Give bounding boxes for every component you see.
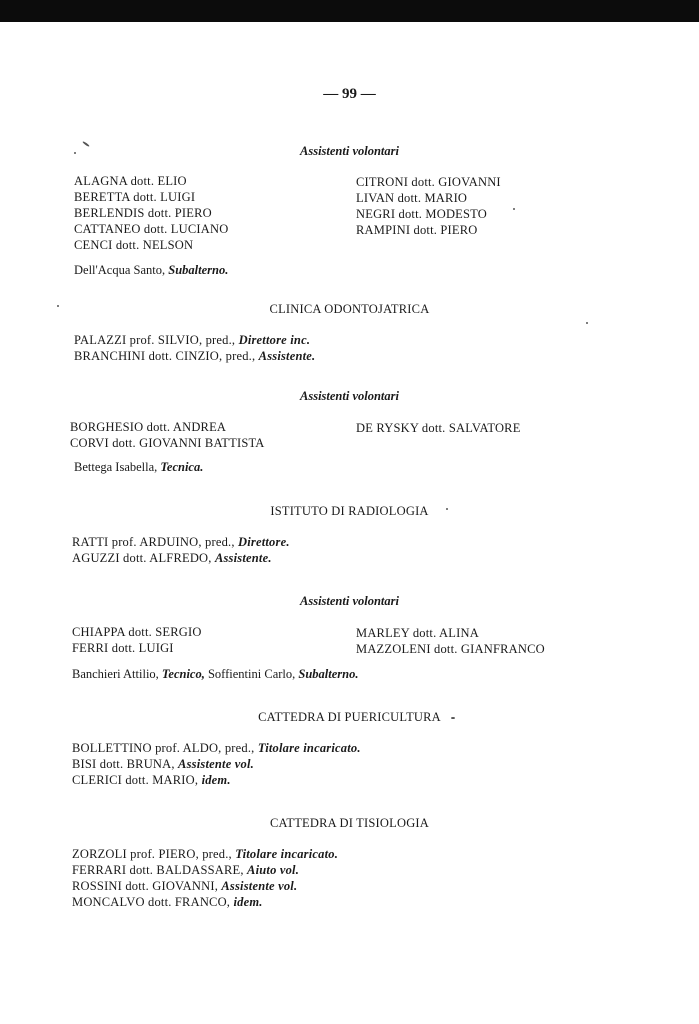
staff-entry: RAMPINI dott. PIERO	[356, 223, 478, 237]
staff-role: Aiuto vol.	[247, 863, 300, 877]
footer-role: Tecnica.	[160, 460, 204, 474]
staff-name: PALAZZI prof. SILVIO, pred.,	[74, 333, 239, 347]
staff-entry: LIVAN dott. MARIO	[356, 191, 468, 205]
footer-name: Banchieri Attilio,	[72, 667, 162, 681]
footer-role: Tecnico,	[161, 667, 205, 681]
staff-entry: CHIAPPA dott. SERGIO	[72, 625, 202, 639]
staff-entry	[72, 847, 338, 862]
staff-role: Titolare incaricato.	[257, 741, 361, 755]
staff-footer-line	[74, 460, 203, 475]
scan-speck	[586, 322, 588, 324]
heading-clinica-odontojatrica: CLINICA ODONTOJATRICA	[269, 302, 430, 316]
staff-entry: ALAGNA dott. ELIO	[74, 174, 187, 188]
staff-role: idem.	[233, 895, 263, 909]
heading-assistenti-volontari-3: Assistenti volontari	[300, 594, 399, 608]
staff-role: Titolare incaricato.	[235, 847, 339, 861]
footer-name: Bettega Isabella,	[74, 460, 161, 474]
scan-speck	[74, 152, 76, 154]
staff-footer-line	[74, 263, 228, 278]
heading-assistenti-volontari-2: Assistenti volontari	[300, 389, 399, 403]
staff-entry	[72, 757, 254, 772]
staff-role: Assistente.	[258, 349, 316, 363]
staff-entry	[74, 333, 310, 348]
staff-entry: MARLEY dott. ALINA	[356, 626, 479, 640]
staff-footer-line	[72, 667, 358, 682]
staff-name: RATTI prof. ARDUINO, pred.,	[72, 535, 238, 549]
staff-role: Assistente.	[214, 551, 272, 565]
staff-entry: DE RYSKY dott. SALVATORE	[356, 421, 521, 435]
staff-entry: MAZZOLENI dott. GIANFRANCO	[356, 642, 545, 656]
heading-cattedra-di-tisiologia: CATTEDRA DI TISIOLOGIA	[269, 816, 430, 830]
staff-entry	[72, 879, 297, 894]
staff-entry	[72, 741, 361, 756]
staff-name: BRANCHINI dott. CINZIO, pred.,	[74, 349, 259, 363]
staff-entry	[72, 895, 263, 910]
staff-entry: NEGRI dott. MODESTO	[356, 207, 488, 221]
staff-entry	[72, 863, 299, 878]
staff-name: ROSSINI dott. GIOVANNI,	[72, 879, 222, 893]
scan-speck	[446, 508, 448, 510]
heading-cattedra-di-puericultura: CATTEDRA DI PUERICULTURA	[258, 710, 441, 724]
scan-top-border	[0, 0, 699, 22]
staff-name: MONCALVO dott. FRANCO,	[72, 895, 234, 909]
staff-role: Direttore inc.	[238, 333, 311, 347]
staff-name: FERRARI dott. BALDASSARE,	[72, 863, 248, 877]
heading-istituto-di-radiologia: ISTITUTO DI RADIOLOGIA	[270, 504, 429, 518]
staff-role: Assistente vol.	[178, 757, 254, 771]
staff-entry: CATTANEO dott. LUCIANO	[74, 222, 229, 236]
staff-name: BOLLETTINO prof. ALDO, pred.,	[72, 741, 258, 755]
heading-assistenti-volontari-1: Assistenti volontari	[300, 144, 399, 158]
staff-entry: BORGHESIO dott. ANDREA	[70, 420, 227, 434]
staff-name: CLERICI dott. MARIO,	[72, 773, 202, 787]
staff-entry: BERETTA dott. LUIGI	[74, 190, 196, 204]
footer-role: Subalterno.	[298, 667, 359, 681]
staff-entry: CORVI dott. GIOVANNI BATTISTA	[70, 436, 265, 450]
staff-entry	[72, 551, 272, 566]
page-number: — 99 —	[323, 86, 376, 102]
staff-entry	[72, 535, 290, 550]
footer-role: Subalterno.	[168, 263, 229, 277]
staff-name: AGUZZI dott. ALFREDO,	[72, 551, 215, 565]
staff-entry: CENCI dott. NELSON	[74, 238, 194, 252]
staff-name: ZORZOLI prof. PIERO, pred.,	[72, 847, 236, 861]
staff-name: BISI dott. BRUNA,	[72, 757, 179, 771]
staff-entry: CITRONI dott. GIOVANNI	[356, 175, 501, 189]
staff-entry: BERLENDIS dott. PIERO	[74, 206, 212, 220]
scan-speck	[57, 305, 59, 307]
staff-role: Direttore.	[238, 535, 290, 549]
staff-entry: FERRI dott. LUIGI	[72, 641, 174, 655]
scan-speck	[451, 717, 455, 719]
scan-speck	[513, 208, 515, 210]
footer-name: Dell'Acqua Santo,	[74, 263, 169, 277]
staff-entry	[74, 349, 315, 364]
staff-entry	[72, 773, 231, 788]
footer-name: Soffientini Carlo,	[204, 667, 299, 681]
staff-role: idem.	[201, 773, 231, 787]
staff-role: Assistente vol.	[221, 879, 298, 893]
